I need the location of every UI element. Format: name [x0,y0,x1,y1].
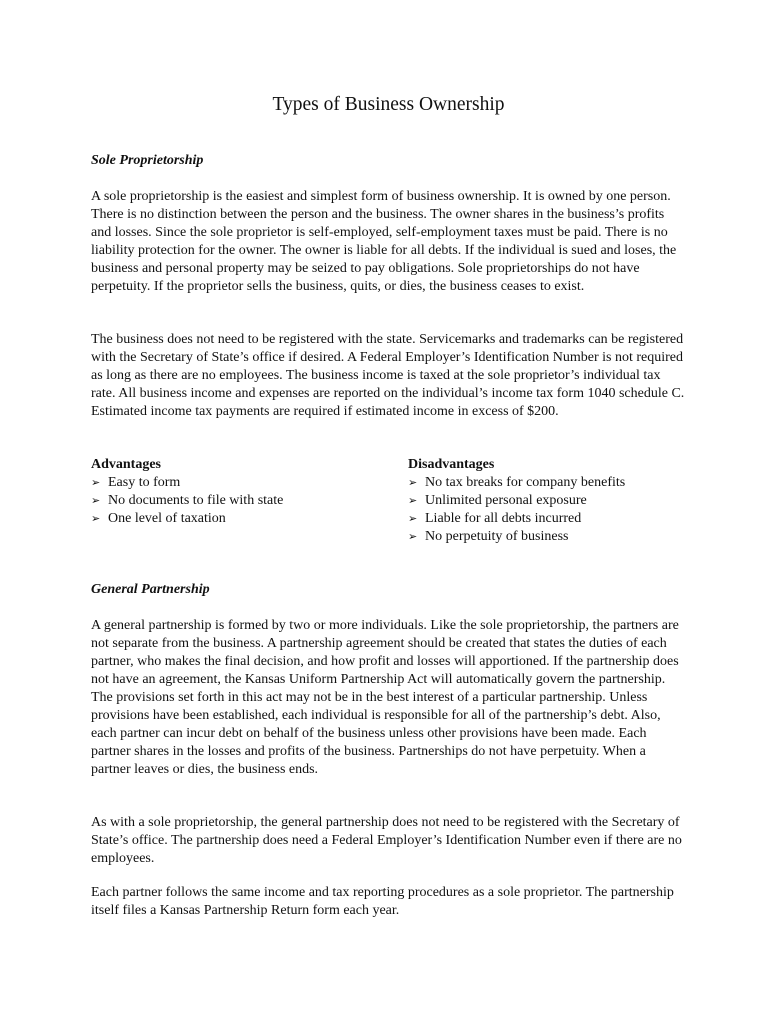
advantages-title: Advantages [91,457,162,472]
general-paragraph-1: A general partnership is formed by two or more individuals. Like the sole proprietorship, the partners are not separate from the business. A partnership agreement should be created that states the duties of each partner, who makes the final decision, and how profit and losses will apportioned. If the partnership does not have an agreement, the Kansas Uniform Partnership Act will automatically govern the partnership. The provisions set forth in this act may not be in the best interest of a particular partnership. Unless provisions have been established, each individual is responsible for all of the partnership’s debt. Also, each partner can incur debt on behalf of the business unless other provisions have been made. Each partner shares in the losses and profits of the business. Partnerships do not have perpetuity. When a partner leaves or dies, the business ends. [91,618,679,777]
arrowhead-bullet-icon: ➢ [408,512,418,525]
page-title: Types of Business Ownership [272,94,505,115]
disadvantages-title: Disadvantages [408,457,495,472]
list-item: ➢ One level of taxation [91,511,226,526]
arrowhead-bullet-icon: ➢ [408,494,418,507]
section-heading-sole-proprietorship: Sole Proprietorship [91,153,204,168]
list-item: ➢ Easy to form [91,475,181,490]
sole-paragraph-2: The business does not need to be registered with the state. Servicemarks and trademarks can be registered with the Secretary of State’s office if desired. A Federal Employer’s Identification Number is not required as long as there are no employees. The business income is taxed at the sole proprietor’s individual tax rate. All business income and expenses are reported on the individual’s income tax form 1040 schedule C. Estimated income tax payments are required if estimated income in excess of $200. [91,332,685,419]
list-item: ➢ Unlimited personal exposure [408,493,587,508]
general-paragraph-2: As with a sole proprietorship, the general partnership does not need to be registered with the Secretary of State’s office. The partnership does need a Federal Employer’s Identification Number even if there are no employees. [91,815,682,866]
general-paragraph-3: Each partner follows the same income and tax reporting procedures as a sole proprietor. The partnership itself files a Kansas Partnership Return form each year. [91,885,674,918]
advantages-list [91,456,391,528]
arrowhead-bullet-icon: ➢ [91,476,101,489]
disadvantages-list [408,456,686,546]
arrowhead-bullet-icon: ➢ [408,476,418,489]
list-item: ➢ Liable for all debts incurred [408,511,582,526]
list-item: ➢ No perpetuity of business [408,529,569,544]
arrowhead-bullet-icon: ➢ [91,494,101,507]
section-heading-general-partnership: General Partnership [91,582,210,597]
arrowhead-bullet-icon: ➢ [91,512,101,525]
sole-paragraph-1: A sole proprietorship is the easiest and simplest form of business ownership. It is owned by one person. There is no distinction between the person and the business. The owner shares in the business’s profits and losses. Since the sole proprietor is self-employed, self-employment taxes must be paid. There is no liability protection for the owner. The owner is liable for all debts. If the individual is sued and loses, the business and personal property may be seized to pay obligations. Sole proprietorships do not have perpetuity. If the proprietor sells the business, quits, or dies, the business ceases to exist. [91,189,677,294]
list-item: ➢ No documents to file with state [91,493,284,508]
list-item: ➢ No tax breaks for company benefits [408,475,626,490]
arrowhead-bullet-icon: ➢ [408,530,418,543]
